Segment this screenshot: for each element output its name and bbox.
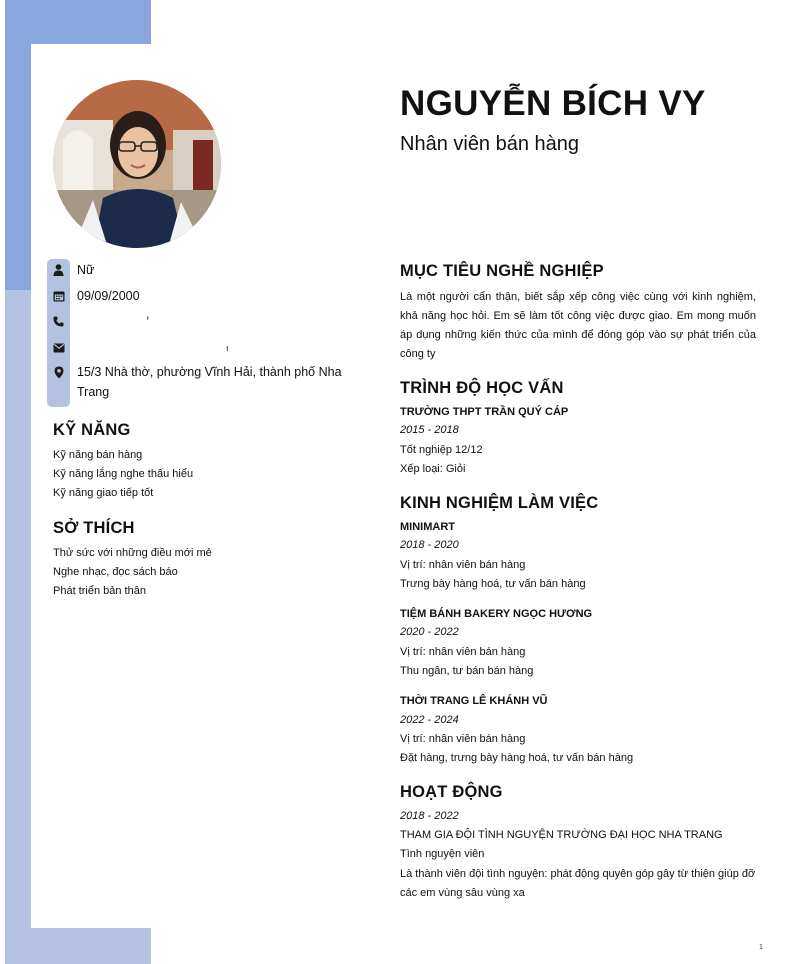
- hobby-item: Nghe nhạc, đọc sách báo: [53, 566, 178, 578]
- job-period: 2018 - 2020: [400, 539, 459, 551]
- skills-title: KỸ NĂNG: [53, 421, 131, 439]
- calendar-icon: [52, 289, 65, 302]
- activity-description: Là thành viên đội tình nguyện: phát động quyên góp gây từ thiện giúp đỡ: [400, 868, 756, 880]
- job-position: Vị trí: nhân viên bán hàng: [400, 559, 526, 571]
- job-period: 2020 - 2022: [400, 626, 459, 638]
- education-line: Tốt nghiệp 12/12: [400, 444, 483, 456]
- job-company: THỜI TRANG LÊ KHÁNH VŨ: [400, 695, 548, 707]
- skill-item: Kỹ năng bán hàng: [53, 449, 143, 461]
- contact-icon-bar: [47, 259, 70, 407]
- location-pin-icon: [52, 366, 65, 379]
- skill-item: Kỹ năng giao tiếp tốt: [53, 487, 154, 499]
- activity-organization: THAM GIA ĐỘI TÌNH NGUYỆN TRƯỜNG ĐẠI HỌC NHA TRANG: [400, 829, 723, 841]
- education-period: 2015 - 2018: [400, 424, 459, 436]
- activities-title: HOẠT ĐỘNG: [400, 783, 503, 801]
- person-icon: [52, 263, 65, 276]
- hobby-item: Phát triển bản thân: [53, 585, 146, 597]
- contact-address-line2: Trang: [77, 385, 110, 399]
- skill-item: Kỹ năng lắng nghe thấu hiểu: [53, 468, 194, 480]
- job-description: Thu ngân, tư bán bán hàng: [400, 665, 534, 677]
- education-school: TRƯỜNG THPT TRẦN QUÝ CÁP: [400, 406, 569, 418]
- objective-text: Là một người cẩn thận, biết sắp xếp công việc cùng với kinh nghiệm, khả năng học hỏi. Em sẽ làm tốt công việc được giao. Em mong muốn áp dụng những kiến thức của mình để đóng góp vào sự phát triển của công ty: [400, 291, 756, 360]
- job-company: TIỆM BÁNH BAKERY NGỌC HƯƠNG: [400, 608, 593, 620]
- profile-photo: [53, 80, 221, 248]
- job-description: Đặt hàng, trưng bày hàng hoá, tư vấn bán hàng: [400, 752, 634, 764]
- job-position: Vị trí: nhân viên bán hàng: [400, 733, 526, 745]
- education-line: Xếp loại: Giỏi: [400, 463, 466, 475]
- experience-title: KINH NGHIỆM LÀM VIỆC: [400, 494, 599, 512]
- activity-period: 2018 - 2022: [400, 810, 459, 822]
- contact-gender: Nữ: [77, 263, 95, 277]
- contact-address-line1: 15/3 Nhà thờ, phường Vĩnh Hải, thành phố Nha: [77, 365, 342, 379]
- candidate-role: Nhân viên bán hàng: [400, 133, 580, 155]
- job-position: Vị trí: nhân viên bán hàng: [400, 646, 526, 658]
- education-title: TRÌNH ĐỘ HỌC VẤN: [400, 379, 564, 397]
- mail-icon: [52, 341, 65, 354]
- page-number: 1: [759, 944, 763, 951]
- hobby-item: Thử sức với những điều mới mẻ: [53, 547, 212, 559]
- job-description: Trưng bày hàng hoá, tư vấn bán hàng: [400, 578, 586, 590]
- hobbies-title: SỞ THÍCH: [53, 519, 135, 537]
- contact-email: ı: [226, 343, 229, 353]
- activity-role: Tình nguyện viên: [400, 848, 485, 860]
- phone-icon: [52, 315, 65, 328]
- contact-birthday: 09/09/2000: [77, 289, 140, 303]
- activity-description: các em vùng sâu vùng xa: [400, 887, 525, 899]
- objective-title: MỤC TIÊU NGHỀ NGHIỆP: [400, 262, 604, 280]
- contact-phone: ,: [146, 307, 150, 321]
- job-period: 2022 - 2024: [400, 714, 459, 726]
- job-company: MINIMART: [400, 521, 455, 533]
- candidate-name: NGUYỄN BÍCH VY: [400, 84, 706, 123]
